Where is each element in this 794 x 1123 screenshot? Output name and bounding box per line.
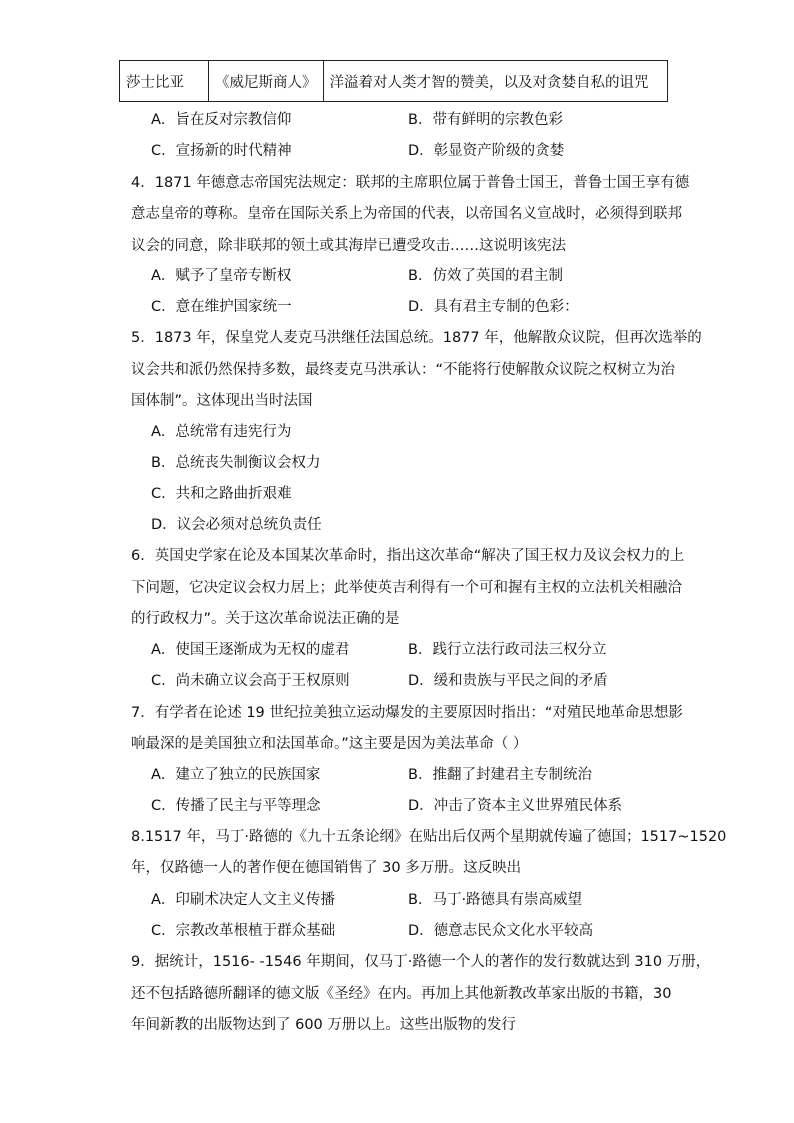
q5-option-b: B．总统丧失制衡议会权力: [151, 455, 321, 471]
q5-option-c: C．共和之路曲折艰难: [151, 486, 292, 502]
table-row: [120, 61, 668, 102]
q8-option-d: D．德意志民众文化水平较高: [408, 923, 594, 939]
q4-option-b: B．仿效了英国的君主制: [408, 268, 563, 284]
q3-option-c: C．宣扬新的时代精神: [151, 143, 292, 159]
q6-option-c: C．尚未确立议会高于王权原则: [151, 673, 350, 689]
q5-stem-line: 国体制”。这体现出当时法国: [131, 393, 313, 409]
q6-option-b: B．践行立法行政司法三权分立: [408, 642, 607, 658]
q8-option-b: B．马丁·路德具有崇高威望: [408, 892, 583, 908]
q7-option-a: A．建立了独立的民族国家: [151, 767, 321, 783]
literature-table: [119, 60, 668, 102]
q7-option-d: D．冲击了资本主义世界殖民体系: [408, 798, 623, 814]
q5-option-a: A．总统常有违宪行为: [151, 424, 292, 440]
q7-option-b: B．推翻了封建君主专制统治: [408, 767, 592, 783]
q4-option-d: D．具有君主专制的色彩：: [408, 299, 579, 315]
q4-stem-line: 意志皇帝的尊称。皇帝在国际关系上为帝国的代表，以帝国名义宣战时，必须得到联邦: [131, 206, 682, 222]
q3-option-b: B．带有鲜明的宗教色彩: [408, 112, 563, 128]
q3-option-a: A．旨在反对宗教信仰: [151, 112, 292, 128]
q4-stem-line: 议会的同意，除非联邦的领土或其海岸已遭受攻击……这说明该宪法: [131, 238, 566, 254]
q6-stem-line: 的行政权力”。关于这次革命说法正确的是: [131, 611, 400, 627]
q9-stem-line: 年间新教的出版物达到了 600 万册以上。这些出版物的发行: [131, 1017, 516, 1033]
q6-stem-line: 6．英国史学家在论及本国某次革命时，指出这次革命“解决了国王权力及议会权力的上: [131, 548, 685, 564]
q6-option-a: A．使国王逐渐成为无权的虚君: [151, 642, 350, 658]
q7-option-c: C．传播了民主与平等理念: [151, 798, 321, 814]
q7-stem-line: 响最深的是美国独立和法国革命。”这主要是因为美法革命（ ）: [131, 736, 528, 752]
q9-stem-line: 9．据统计，1516- -1546 年期间，仅马丁·路德一个人的著作的发行数就达到 310 万册，: [131, 954, 711, 970]
q5-stem-line: 5．1873 年，保皇党人麦克马洪继任法国总统。1877 年，他解散众议院，但再次选举的: [131, 330, 702, 346]
table-cell-theme: 洋溢着对人类才智的赞美，以及对贪婪自私的诅咒: [323, 61, 668, 102]
q8-stem-line: 8.1517 年，马丁·路德的《九十五条论纲》在贴出后仅两个星期就传遍了德国；1517~1520: [131, 829, 727, 845]
q3-option-d: D．彰显资产阶级的贪婪: [408, 143, 565, 159]
q4-option-a: A．赋予了皇帝专断权: [151, 268, 292, 284]
q7-stem-line: 7．有学者在论述 19 世纪拉美独立运动爆发的主要原因时指出：“对殖民地革命思想影: [131, 705, 683, 721]
table-cell-author: 莎士比亚: [120, 61, 209, 102]
q6-stem-line: 下问题，它决定议会权力居上；此举使英吉利得有一个可和握有主权的立法机关相融洽: [131, 580, 682, 596]
q8-stem-line: 年，仅路德一人的著作便在德国销售了 30 多万册。这反映出: [131, 860, 522, 876]
q6-option-d: D．缓和贵族与平民之间的矛盾: [408, 673, 608, 689]
q4-option-c: C．意在维护国家统一: [151, 299, 292, 315]
q8-option-a: A．印刷术决定人文主义传播: [151, 892, 335, 908]
q8-option-c: C．宗教改革根植于群众基础: [151, 923, 336, 939]
table-cell-work: 《威尼斯商人》: [209, 61, 324, 102]
q9-stem-line: 还不包括路德所翻译的德文版《圣经》在内。再加上其他新教改革家出版的书籍，30: [131, 986, 672, 1002]
q5-option-d: D．议会必须对总统负责任: [151, 517, 322, 533]
q5-stem-line: 议会共和派仍然保持多数，最终麦克马洪承认：“不能将行使解散众议院之权树立为治: [131, 362, 676, 378]
q4-stem-line: 4．1871 年德意志帝国宪法规定：联邦的主席职位属于普鲁士国王，普鲁士国王享有德: [131, 175, 690, 191]
